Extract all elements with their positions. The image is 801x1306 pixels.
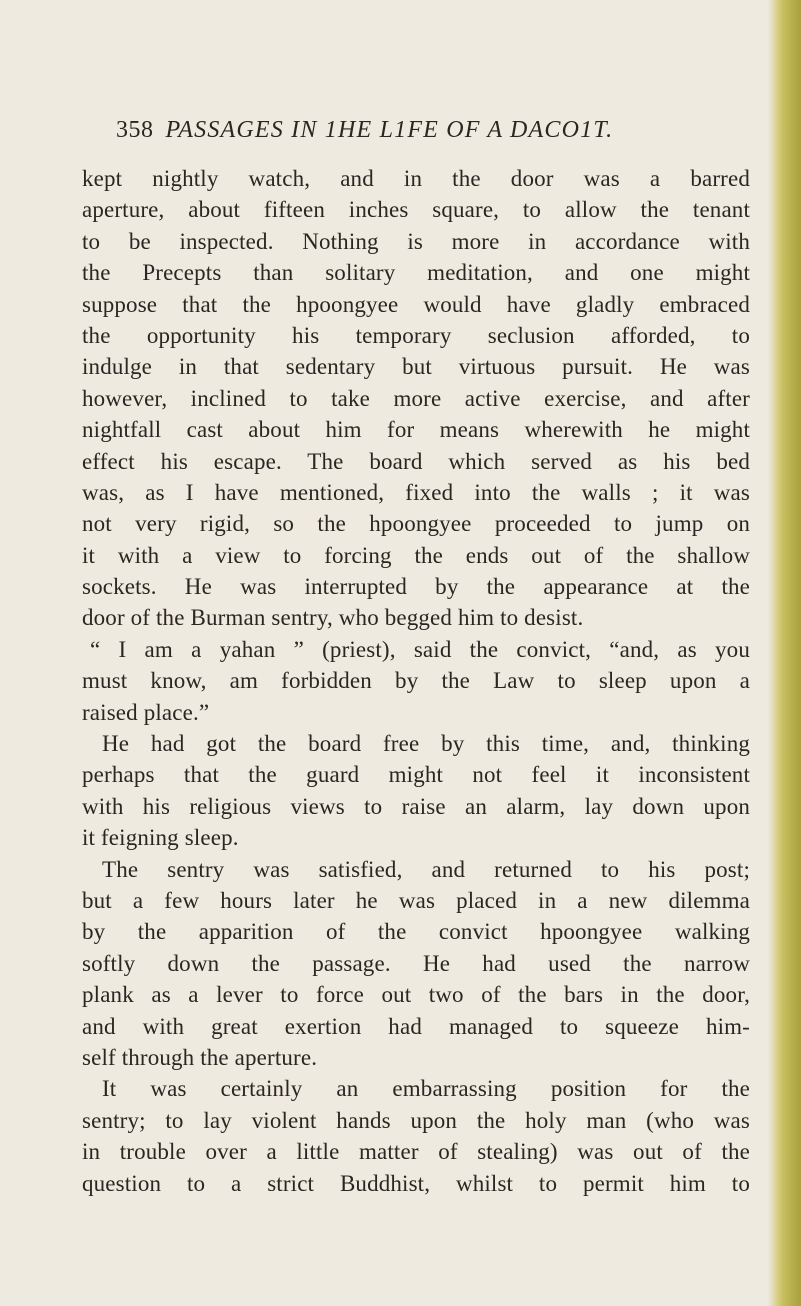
- text-line: to be inspected. Nothing is more in accordance with: [82, 228, 750, 254]
- text-line: not very rigid, so the hpoongyee proceeded to jump on: [82, 511, 750, 537]
- text-line: The sentry was satisfied, and returned to his post;: [102, 856, 750, 882]
- text-line: perhaps that the guard might not feel it inconsistent: [82, 762, 750, 788]
- text-line: must know, am forbidden by the Law to sleep upon a: [82, 668, 750, 694]
- text-line: It was certainly an embarrassing position for the: [102, 1076, 750, 1102]
- text-line: but a few hours later he was placed in a new dilemma: [82, 887, 750, 913]
- text-line: however, inclined to take more active exercise, and after: [82, 385, 750, 411]
- text-line: with his religious views to raise an alarm, lay down upon: [82, 793, 750, 819]
- text-line: door of the Burman sentry, who begged him to desist.: [82, 605, 584, 631]
- text-line: it feigning sleep.: [82, 825, 239, 851]
- text-line: softly down the passage. He had used the narrow: [82, 950, 750, 976]
- page-number: 358: [116, 117, 154, 143]
- text-line: sentry; to lay violent hands upon the holy man (who was: [82, 1107, 750, 1133]
- text-line: plank as a lever to force out two of the bars in the door,: [82, 982, 750, 1008]
- page-edge: [771, 0, 801, 1306]
- text-line: indulge in that sedentary but virtuous pursuit. He was: [82, 354, 750, 380]
- body-text: [82, 163, 750, 1199]
- text-line: sockets. He was interrupted by the appearance at the: [82, 574, 750, 600]
- text-line: He had got the board free by this time, and, thinking: [102, 731, 750, 757]
- text-line: nightfall cast about him for means wherewith he might: [82, 417, 750, 443]
- text-line: aperture, about fifteen inches square, to allow the tenant: [82, 197, 750, 223]
- page-header: [116, 117, 756, 149]
- text-line: question to a strict Buddhist, whilst to permit him to: [82, 1170, 750, 1196]
- text-line: it with a view to forcing the ends out of the shallow: [82, 542, 750, 568]
- text-line: raised place.”: [82, 699, 210, 725]
- text-line: “ I am a yahan ” (priest), said the convict, “and, as you: [90, 636, 750, 662]
- text-line: the opportunity his temporary seclusion afforded, to: [82, 322, 750, 348]
- text-line: effect his escape. The board which served as his bed: [82, 448, 750, 474]
- text-line: suppose that the hpoongyee would have gladly embraced: [82, 291, 750, 317]
- text-line: kept nightly watch, and in the door was a barred: [82, 166, 750, 191]
- text-line: in trouble over a little matter of stealing) was out of the: [82, 1139, 750, 1165]
- text-line: by the apparition of the convict hpoongyee walking: [82, 919, 750, 945]
- text-line: the Precepts than solitary meditation, and one might: [82, 260, 750, 286]
- text-line: self through the aperture.: [82, 1044, 318, 1070]
- running-title: PASSAGES IN 1HE L1FE OF A DACO1T.: [165, 117, 614, 143]
- text-line: was, as I have mentioned, fixed into the walls ; it was: [82, 479, 750, 505]
- text-line: and with great exertion had managed to squeeze him-: [82, 1013, 750, 1039]
